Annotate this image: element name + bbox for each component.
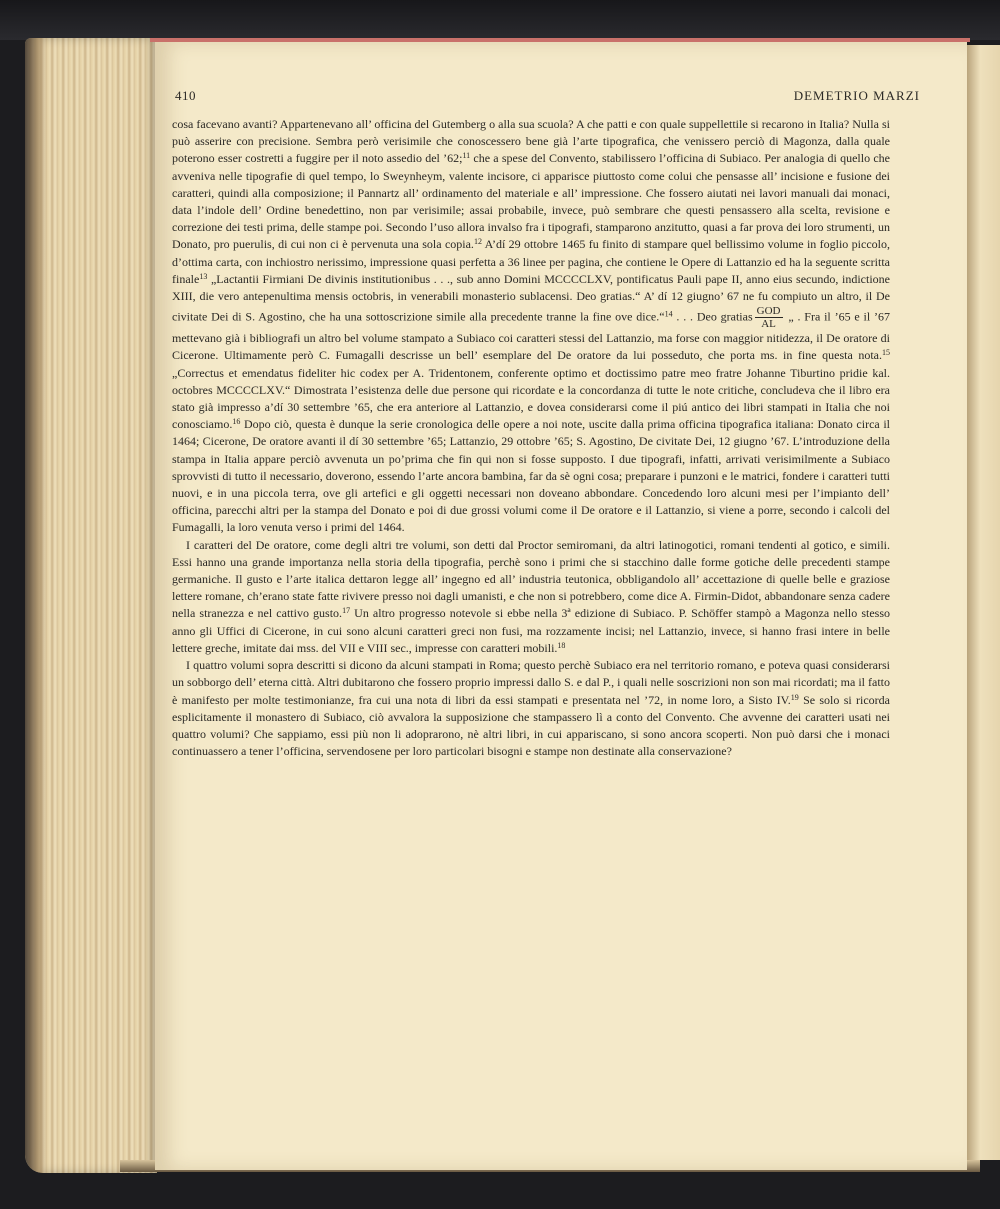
footnote-ref: 12 <box>473 237 482 247</box>
text-run: Dopo ciò, questa è dunque la serie cronologica delle opere a noi note, uscite dalla prima officina tipografica italiana: Donato circa il 1464; Cicerone, De oratore avanti il dí 30 settembre ’65; Lattanzio, 29 ottobre ’65; S. Agostino, De civitate Dei, 12 giugno ’67. L’introduzione della stampa in Italia appare perciò avvenuta un po’prima che fin qui non si fosse supposto. I due tipografi, infatti, arrivati verisimilmente a Subiaco sprovvisti di tutto il necessario, doverono, essendo l’arte ancora bambina, far da sè ogni cosa; preparare i punzoni e le matrici, fondere i caratteri tutti nuovi, e in una piccola terra, ove gli artefici e gli oggetti necessari non doveano abbondare. Concedendo loro alcuni mesi per l’impianto dell’ officina, parecchi altri per la stampa del Donato e poi di due grossi volumi come il De oratore e il Lattanzio, si viene a porre, secondo i calcoli del Fumagalli, la loro venuta verso i primi del 1464. <box>172 417 890 535</box>
footnote-ref: 14 <box>664 309 673 319</box>
facing-page-edge <box>967 45 1000 1160</box>
page-number: 410 <box>175 88 196 103</box>
fraction-mark <box>755 305 783 330</box>
footnote-ref: 17 <box>342 606 351 616</box>
text-run: „Correctus et emendatus fideliter hic codex per A. Tridentonem, conferente optimo et doctissimo patre meo fratre Johanne Tiburtino pridie kal. octobres MCCCCLXV.“ Dimostrata l’esistenza delle due persone qui ricordate e la concordanza di tutte le note critiche, concludeva che il libro era stato già impresso a’dí 30 settembre ’65, che era anteriore al Lattanzio, e dovea considerarsi come il piú antico dei libri stampati in Italia che noi conosciamo. <box>172 365 890 432</box>
text-run: cosa facevano avanti? Appartenevano all’ officina del Gutemberg o alla sua scuola? A che patti e con quale suppellettile si recarono in Italia? Nulla si può asserire con precisione. Sembra però verisimile che conoscessero bene già l’arte tipografica, che venissero perciò di Magonza, dalla quale poterono esser costretti a fuggire per il noto assedio del ’62; <box>172 117 890 166</box>
text-run: A’dí 29 ottobre 1465 fu finito di stampare quel bellissimo volume in foglio piccolo, d’ottima carta, con inchiostro nerissimo, impressione quasi perfetta a 36 linee per pagina, che contiene le Opere di Lattanzio ed ha la seguente scritta finale <box>172 237 890 286</box>
footnote-ref: 16 <box>232 417 241 427</box>
fraction-numerator: GOD <box>756 305 781 318</box>
footnote-ref: 11 <box>462 151 471 161</box>
text-run: Se solo si ricorda esplicitamente il monastero di Subiaco, ciò avvalora la supposizione che stampassero lì a conto del Convento. Che avvenne dei caratteri usati nei quattro volumi? Che sappiamo, essi più non li adoprarono, nè altri libri, in cui appariscano, si sono ancora scoperti. Non può darsi che i monaci continuassero a tener l’officina, servendosene per loro particolari bisogni e stampe non destinate alla conservazione? <box>172 692 890 759</box>
text-run: I quattro volumi sopra descritti si dicono da alcuni stampati in Roma; questo perchè Subiaco era nel territorio romano, e poteva quasi considerarsi un sobborgo dell’ eterna città. Altri dubitarono che fossero proprio impressi dallo S. e dal P., i quali nelle soscrizioni non son mai ricordati; ma il fatto è manifesto per molte testimonianze, fra cui una nota di libri da essi stampati e presentata nel ’72, in nome loro, a Sisto IV. <box>172 658 890 707</box>
footnote-ref: 18 <box>557 640 566 650</box>
body-text <box>172 116 890 760</box>
text-run: Un altro progresso notevole si ebbe nella 3ª edizione di Subiaco. P. Schöffer stampò a Magonza nello stesso anno gli Uffici di Cicerone, in cui sono alcuni caratteri greci non fusi, ma rozzamente incisi; nel Lattanzio, invece, si hanno frasi intere in belle lettere greche, imitate dai mss. del VII e VIII sec., impresse con caratteri mobili. <box>172 606 890 655</box>
running-head: DEMETRIO MARZI <box>793 88 920 103</box>
text-run: che a spese del Convento, stabilissero l’officina di Subiaco. Per analogia di quello che avveniva nelle tipografie di quel tempo, lo Sweynheym, valente incisore, ci apparisce piuttosto come colui che pensasse all’ incisione e fusione dei caratteri, quindi alla composizione; il Pannartz all’ ordinamento del materiale e all’ impressione. Che fossero aiutati nei lavori manuali dai monaci, data l’indole dell’ Ordine benedettino, non par verisimile; assai probabile, invece, può sembrare che questi pensassero alla scelta, revisione e correzione dei testi prima, delle stampe poi. Secondo l’uso allora invalso fra i tipografi, stamparono anzitutto, quasi a far prova dei loro strumenti, un Donato, pro puerulis, di cui non ci è pervenuta una sola copia. <box>172 151 890 252</box>
text-run: „ . Fra il ’65 e il ’67 mettevano già i bibliografi un altro bel volume stampato a Subiaco coi caratteri stessi del Lattanzio, ma forse con maggior nitidezza, il De oratore di Cicerone. Ultimamente però C. Fumagalli descrisse un bell’ esemplare del De oratore da lui posseduto, che porta ms. in fine questa nota. <box>172 309 891 363</box>
page-top-edge <box>150 38 970 42</box>
footnote-ref: 19 <box>790 692 799 702</box>
background-top <box>0 0 1000 40</box>
text-run: „Lactantii Firmiani De divinis institutionibus . . ., sub anno Domini MCCCCLXV, pontificatus Pauli pape II, anno eius secundo, indictione XIII, die vero antepenultima mensis octobris, in venerabili monasterio sublacensi. Deo gratias.“ A’ dí 12 giugno’ 67 ne fu compiuto un altro, il De civitate Dei di S. Agostino, che ha una sottoscrizione simile alla precedente tranne la fine ove dice.“ <box>172 271 890 324</box>
fraction-denominator: AL <box>761 318 776 331</box>
footnote-ref: 15 <box>882 348 890 358</box>
footnote-ref: 13 <box>199 271 208 281</box>
text-run: I caratteri del De oratore, come degli altri tre volumi, son detti dal Proctor semiromani, da altri latinogotici, romani tendenti al gotico, e simili. Essi hanno una grande importanza nella storia della tipografia, perchè sono i primi che si stacchino dalle forme gotiche delle precedenti stampe germaniche. Il gusto e l’arte italica dettaron legge all’ ingegno ed all’ industria teutonica, obbligandolo all’ accettazione di quelle belle e graziose lettere romane, ch’erano state fatte rivivere presso noi dagli umanisti, e che non si potrebbero, come dice A. Firmin-Didot, abbandonare senza cadere nella stranezza e nel cattivo gusto. <box>172 537 890 621</box>
paragraph-1 <box>172 116 890 537</box>
paragraph-2 <box>172 537 890 657</box>
text-run: . . . Deo gratias <box>672 309 753 324</box>
book-edge-shadow <box>25 38 47 1173</box>
paragraph-3 <box>172 657 890 760</box>
